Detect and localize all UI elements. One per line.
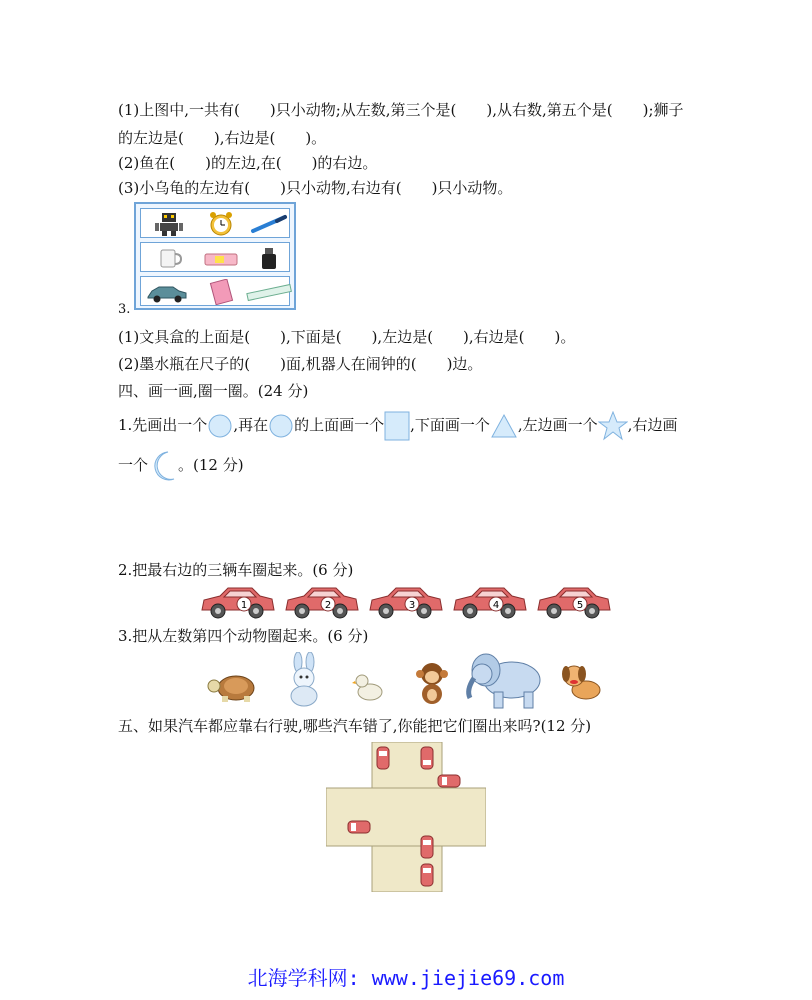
q1-text-g: 一个 — [118, 456, 149, 474]
q1-text-h: 。(12 分) — [178, 456, 244, 474]
car-number-label: 5 — [576, 600, 584, 611]
animal-row — [206, 648, 616, 714]
question-3-number: 3. — [118, 302, 131, 317]
road-car[interactable] — [421, 864, 433, 886]
section-4-title: 四、画一画,圈一圈。(24 分) — [118, 382, 309, 400]
monkey-icon[interactable] — [414, 660, 450, 706]
question-3-line-2: (2)墨水瓶在尺子的( )面,机器人在闹钟的( )边。 — [118, 355, 483, 373]
section-4-question-2: 2.把最右边的三辆车圈起来。(6 分) — [118, 561, 354, 579]
car-2[interactable] — [282, 580, 360, 622]
triangle-shape-icon — [490, 413, 518, 439]
road-car[interactable] — [377, 747, 389, 769]
square-shape-icon — [384, 411, 410, 441]
q1-text-b: ,再在 — [233, 416, 269, 434]
shelf-row-top — [140, 208, 290, 238]
circle-shape-icon — [268, 413, 294, 439]
notebook-icon — [201, 279, 241, 305]
car-number-label: 3 — [408, 600, 416, 611]
question-animals-line-2: 的左边是( ),右边是( )。 — [118, 129, 327, 147]
road-car[interactable] — [348, 821, 370, 833]
pen-icon — [249, 211, 289, 237]
car-1[interactable] — [198, 580, 276, 622]
stationery-shelf — [134, 202, 296, 310]
section-4-question-1-cont — [118, 448, 244, 483]
section-5-title: 五、如果汽车都应靠右行驶,哪些汽车错了,你能把它们圈出来吗?(12 分) — [118, 717, 592, 735]
pencil-case-icon — [201, 245, 241, 271]
road-car[interactable] — [421, 836, 433, 858]
shelf-row-bottom — [140, 276, 290, 306]
road-car[interactable] — [421, 747, 433, 769]
robot-icon — [149, 211, 189, 237]
car-4[interactable] — [450, 580, 528, 622]
question-animals-line-4: (3)小乌龟的左边有( )只小动物,右边有( )只小动物。 — [118, 179, 513, 197]
q1-text-d: ,下面画一个 — [410, 416, 490, 434]
q1-text-a: 1.先画出一个 — [118, 416, 208, 434]
elephant-icon[interactable] — [462, 648, 548, 712]
dog-icon[interactable] — [560, 660, 604, 704]
question-3-line-1: (1)文具盒的上面是( ),下面是( ),左边是( ),右边是( )。 — [118, 328, 576, 346]
car-number-label: 1 — [240, 600, 248, 611]
car-5[interactable] — [534, 580, 612, 622]
section-4-question-3: 3.把从左数第四个动物圈起来。(6 分) — [118, 627, 369, 645]
crescent-moon-shape-icon — [148, 449, 178, 483]
car-number-label: 2 — [324, 600, 332, 611]
road-intersection — [326, 742, 486, 892]
duck-icon[interactable] — [352, 672, 386, 702]
car-row — [198, 580, 618, 622]
section-4-question-1 — [118, 410, 677, 441]
toy-car-icon — [145, 279, 189, 305]
question-animals-line-3: (2)鱼在( )的左边,在( )的右边。 — [118, 154, 378, 172]
rabbit-icon[interactable] — [282, 652, 326, 708]
q1-text-c: 的上面画一个 — [294, 416, 385, 434]
star-shape-icon — [598, 411, 628, 441]
alarm-clock-icon — [201, 211, 241, 237]
q1-text-f: ,右边画 — [627, 416, 678, 434]
mug-icon — [149, 245, 189, 271]
shelf-row-middle — [140, 242, 290, 272]
turtle-icon[interactable] — [206, 668, 262, 704]
car-number-label: 4 — [492, 600, 500, 611]
question-animals-line-1: (1)上图中,一共有( )只小动物;从左数,第三个是( ),从右数,第五个是( );狮子 — [118, 101, 684, 119]
car-3[interactable] — [366, 580, 444, 622]
road-car[interactable] — [438, 775, 460, 787]
ruler-icon — [245, 279, 293, 305]
circle-shape-icon — [207, 413, 233, 439]
ink-bottle-icon — [249, 245, 289, 271]
footer-watermark: 北海学科网: www.jiejie69.com — [247, 966, 565, 990]
q1-text-e: ,左边画一个 — [517, 416, 598, 434]
